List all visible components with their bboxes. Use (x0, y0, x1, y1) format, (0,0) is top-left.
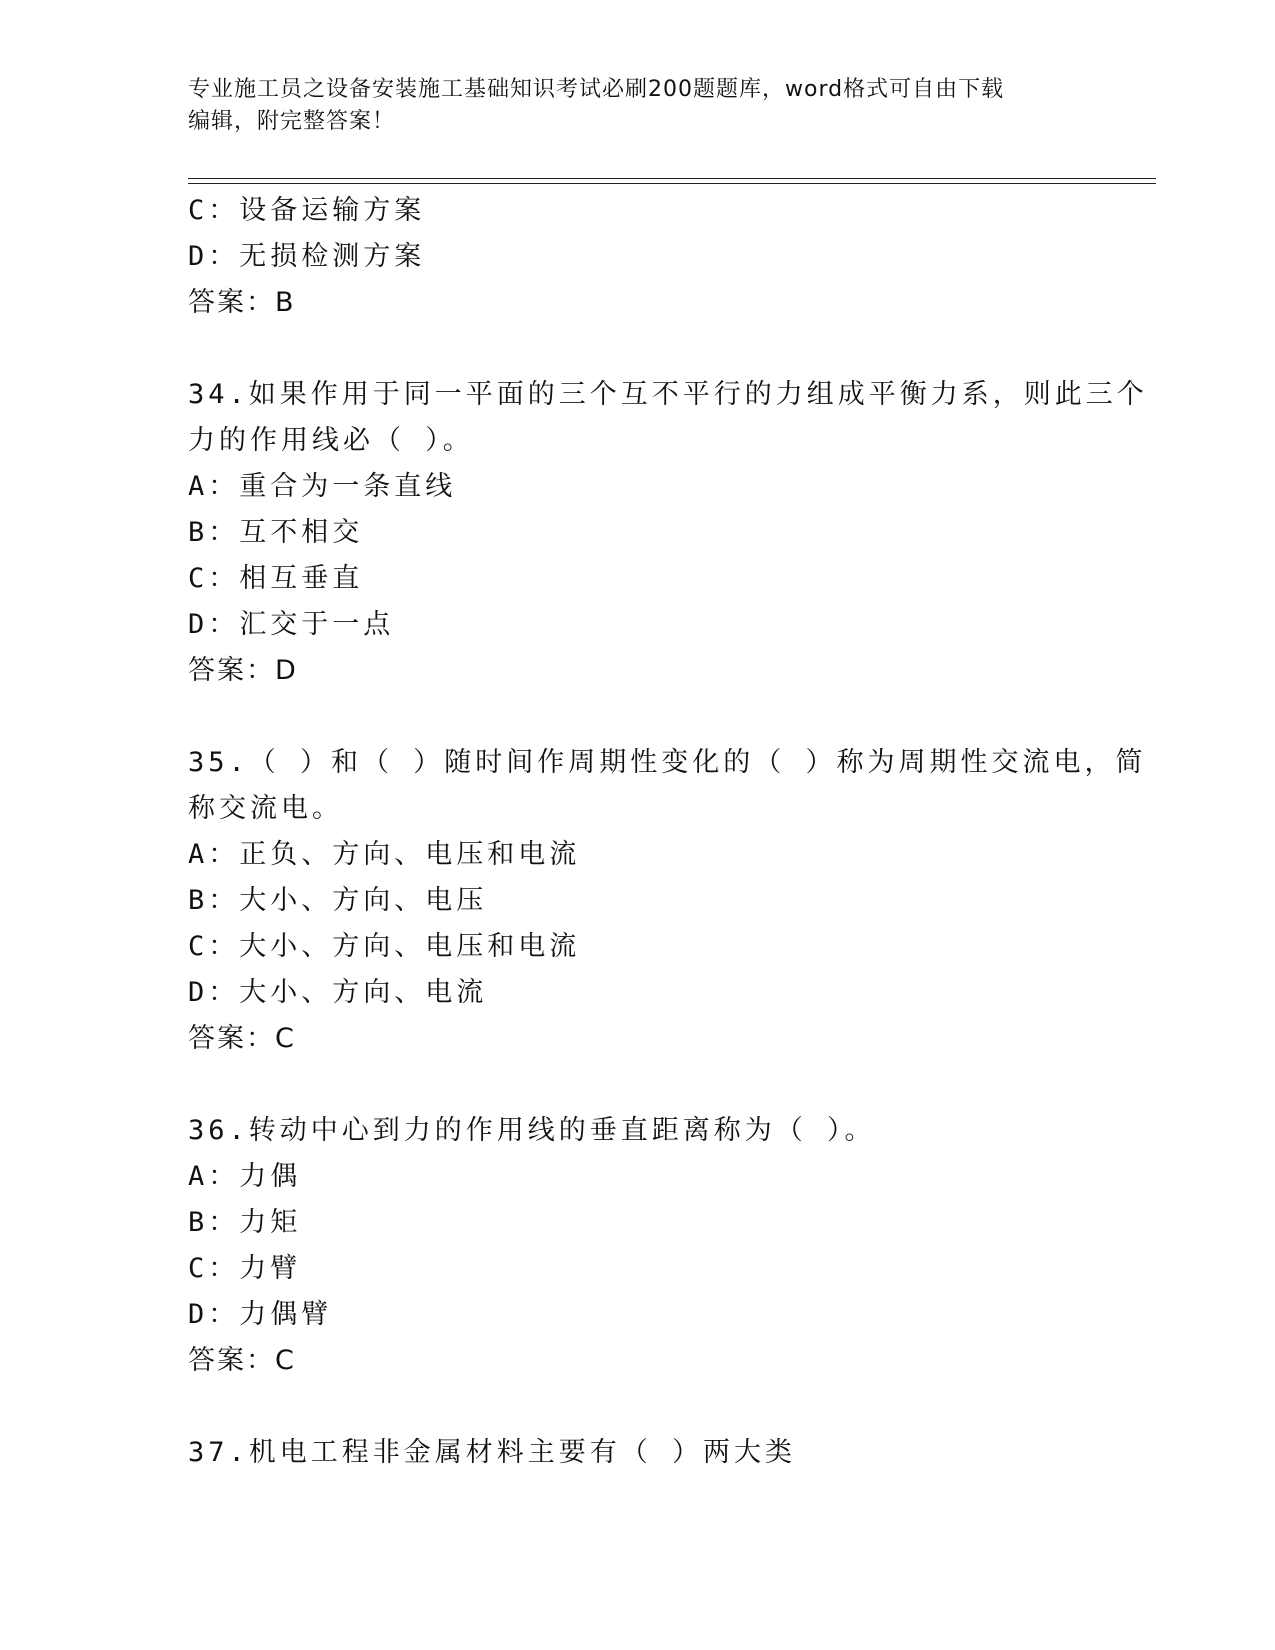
option-c: C：设备运输方案 (188, 195, 426, 226)
question-list (188, 188, 1148, 1476)
question-stem: 35.（ ）和（ ）随时间作周期性变化的（ ）称为周期性交流电，简 (188, 747, 1147, 778)
option-b: B：互不相交 (188, 517, 364, 548)
question-stem: 36.转动中心到力的作用线的垂直距离称为（ ）。 (188, 1115, 876, 1146)
option-c: C：大小、方向、电压和电流 (188, 931, 581, 962)
option-a: A：力偶 (188, 1161, 302, 1192)
option-a: A：重合为一条直线 (188, 471, 457, 502)
question-stem: 37.机电工程非金属材料主要有（ ）两大类 (188, 1437, 797, 1468)
option-b: B：力矩 (188, 1207, 302, 1238)
question-stem-continued: 称交流电。 (188, 793, 343, 824)
spacer (188, 1384, 1088, 1430)
question-35 (188, 740, 1147, 1062)
option-d: D：力偶臂 (188, 1299, 333, 1330)
option-d: D：汇交于一点 (188, 609, 395, 640)
option-c: C：相互垂直 (188, 563, 364, 594)
question-stem-continued: 力的作用线必（ ）。 (188, 425, 474, 456)
question-37 (188, 1430, 1088, 1476)
question-36 (188, 1108, 1088, 1384)
document-header (188, 74, 1068, 138)
option-b: B：大小、方向、电压 (188, 885, 488, 916)
answer-line: 答案：D (188, 655, 298, 686)
header-line-1: 专业施工员之设备安装施工基础知识考试必刷200题题库，word格式可自由下载 (188, 77, 1005, 102)
spacer (188, 326, 1088, 372)
header-divider-top (188, 178, 1156, 179)
option-a: A：正负、方向、电压和电流 (188, 839, 581, 870)
header-line-2: 编辑，附完整答案！ (188, 109, 396, 134)
answer-line: 答案：C (188, 1345, 296, 1376)
question-34 (188, 372, 1148, 694)
header-divider-bottom (188, 183, 1156, 184)
answer-line: 答案：B (188, 287, 296, 318)
spacer (188, 694, 1088, 740)
option-d: D：无损检测方案 (188, 241, 426, 272)
spacer (188, 1062, 1088, 1108)
option-d: D：大小、方向、电流 (188, 977, 488, 1008)
option-c: C：力臂 (188, 1253, 302, 1284)
previous-question-tail (188, 188, 1088, 326)
answer-line: 答案：C (188, 1023, 296, 1054)
question-stem: 34.如果作用于同一平面的三个互不平行的力组成平衡力系，则此三个 (188, 379, 1148, 410)
